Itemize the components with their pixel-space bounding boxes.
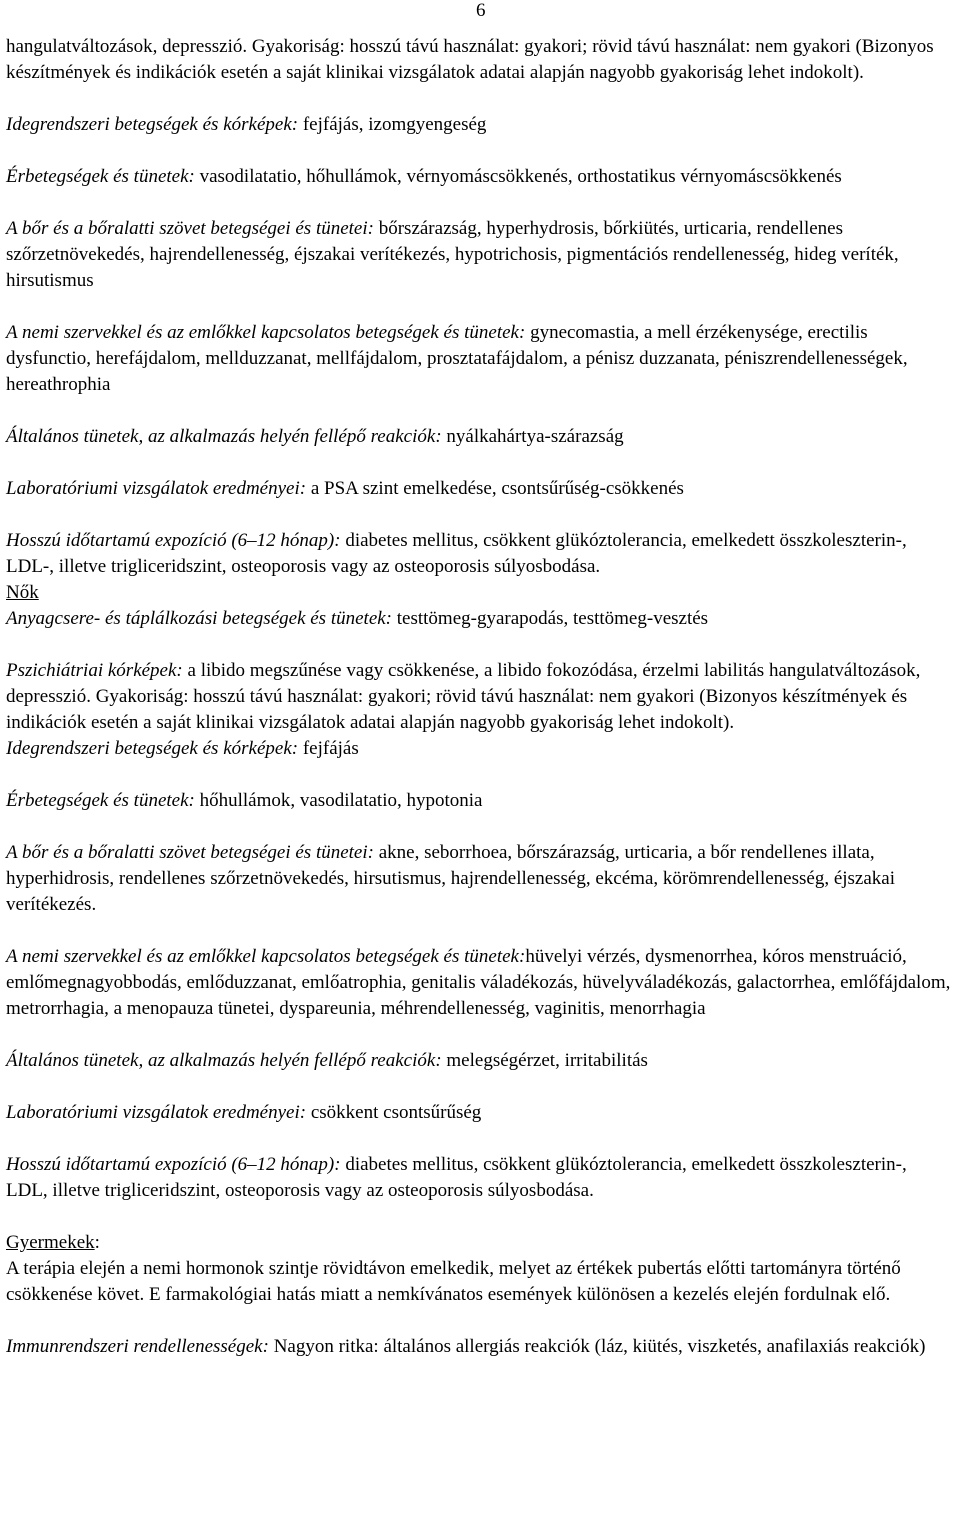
men-skin-paragraph xyxy=(6,216,952,294)
page-number: 6 xyxy=(476,0,486,21)
section-text: bőrszárazság, hyperhydrosis, bőrkiütés, urticaria, rendellenes szőrzetnövekedés, hajrendellenesség, éjszakai verítékezés, hypotrichosis, pigmentációs rendellenesség, hideg veríték, hirsutismus xyxy=(6,218,899,291)
section-text: diabetes mellitus, csökkent glükóztolerancia, emelkedett összkoleszterin-, LDL-, illetve trigliceridszint, osteoporosis vagy az osteoporosis súlyosbodása. xyxy=(6,530,907,577)
section-text: fejfájás, izomgyengeség xyxy=(298,114,487,135)
section-label: Laboratóriumi vizsgálatok eredményei: xyxy=(6,478,307,499)
continuation-paragraph xyxy=(6,34,952,86)
women-heading xyxy=(6,580,952,606)
section-text: gynecomastia, a mell érzékenysége, erectilis dysfunctio, herefájdalom, mellduzzanat, mellfájdalom, prosztatafájdalom, a pénisz duzzanata, péniszrendellenességek, hereathrophia xyxy=(6,322,908,395)
men-nervous-paragraph xyxy=(6,112,952,138)
section-label: Laboratóriumi vizsgálatok eredményei: xyxy=(6,1102,307,1123)
section-text: hőhullámok, vasodilatatio, hypotonia xyxy=(194,790,483,811)
section-label: Általános tünetek, az alkalmazás helyén fellépő reakciók: xyxy=(6,1050,442,1071)
section-label: Hosszú időtartamú expozíció (6–12 hónap): xyxy=(6,530,341,551)
section-text: nyálkahártya-szárazság xyxy=(441,426,624,447)
women-lab-paragraph xyxy=(6,1100,952,1126)
section-text: testtömeg-gyarapodás, testtömeg-vesztés xyxy=(392,608,709,629)
section-text: vasodilatatio, hőhullámok, vérnyomáscsökkenés, orthostatikus vérnyomáscsökkenés xyxy=(194,166,842,187)
section-label: Általános tünetek, az alkalmazás helyén fellépő reakciók: xyxy=(6,426,442,447)
section-label: Idegrendszeri betegségek és kórképek: xyxy=(6,114,299,135)
section-text: akne, seborrhoea, bőrszárazság, urticaria, a bőr rendellenes illata, hyperhidrosis, rendellenes szőrzetnövekedés, hirsutismus, hajrendellenesség, ekcéma, körömrendellenesség, éjszakai verítékezés. xyxy=(6,842,896,915)
men-vascular-paragraph xyxy=(6,164,952,190)
women-longterm-paragraph xyxy=(6,1152,952,1204)
document-body xyxy=(6,34,952,1360)
section-label: A bőr és a bőralatti szövet betegségei és tünetei: xyxy=(6,842,374,863)
section-label: A nemi szervekkel és az emlőkkel kapcsolatos betegségek és tünetek: xyxy=(6,946,526,967)
men-general-paragraph xyxy=(6,424,952,450)
children-heading xyxy=(6,1230,952,1256)
section-text: diabetes mellitus, csökkent glükóztolerancia, emelkedett összkoleszterin-, LDL, illetve trigliceridszint, osteoporosis vagy az osteoporosis súlyosbodása. xyxy=(6,1154,907,1201)
section-label: A bőr és a bőralatti szövet betegségei és tünetei: xyxy=(6,218,374,239)
women-skin-paragraph xyxy=(6,840,952,918)
women-vascular-paragraph xyxy=(6,788,952,814)
women-nervous-paragraph xyxy=(6,736,952,762)
section-text: a PSA szint emelkedése, csontsűrűség-csökkenés xyxy=(306,478,684,499)
section-text: csökkent csontsűrűség xyxy=(306,1102,482,1123)
section-label: Immunrendszeri rendellenességek: xyxy=(6,1336,269,1357)
section-label: Érbetegségek és tünetek: xyxy=(6,790,195,811)
women-heading-text: Nők xyxy=(6,582,39,603)
men-reproductive-paragraph xyxy=(6,320,952,398)
immune-paragraph xyxy=(6,1334,952,1360)
section-label: Pszichiátriai kórképek: xyxy=(6,660,183,681)
women-psychiatric-paragraph xyxy=(6,658,952,736)
continuation-text: hangulatváltozások, depresszió. Gyakoriság: hosszú távú használat: gyakori; rövid távú használat: nem gyakori (Bizonyos készítmények és indikációk esetén a saját klinikai vizsgálatok adatai alapján nagyobb gyakoriság lehet indokolt). xyxy=(6,36,934,83)
children-heading-text: Gyermekek xyxy=(6,1232,95,1253)
children-text: A terápia elején a nemi hormonok szintje rövidtávon emelkedik, melyet az értékek pubertás előtti tartományra történő csökkenése követ. E farmakológiai hatás miatt a nemkívánatos események különösen a kezelés elején fordulnak elő. xyxy=(6,1258,901,1305)
women-metabolic-paragraph xyxy=(6,606,952,632)
men-lab-paragraph xyxy=(6,476,952,502)
section-label: A nemi szervekkel és az emlőkkel kapcsolatos betegségek és tünetek: xyxy=(6,322,526,343)
women-reproductive-paragraph xyxy=(6,944,952,1022)
section-text: a libido megszűnése vagy csökkenése, a libido fokozódása, érzelmi labilitás hangulatváltozások, depresszió. Gyakoriság: hosszú távú használat: gyakori; rövid távú használat: nem gyakori (Bizonyos készítmények és indikációk esetén a saját klinikai vizsgálatok adatai alapján nagyobb gyakoriság lehet indokolt). xyxy=(6,660,921,733)
men-longterm-paragraph xyxy=(6,528,952,580)
women-general-paragraph xyxy=(6,1048,952,1074)
children-paragraph xyxy=(6,1256,952,1308)
section-label: Hosszú időtartamú expozíció (6–12 hónap): xyxy=(6,1154,341,1175)
section-text: melegségérzet, irritabilitás xyxy=(441,1050,648,1071)
section-label: Idegrendszeri betegségek és kórképek: xyxy=(6,738,299,759)
section-text: fejfájás xyxy=(298,738,359,759)
section-text: Nagyon ritka: általános allergiás reakciók (láz, kiütés, viszketés, anafilaxiás reakciók) xyxy=(268,1336,926,1357)
section-label: Anyagcsere- és táplálkozási betegségek és tünetek: xyxy=(6,608,393,629)
section-text: hüvelyi vérzés, dysmenorrhea, kóros menstruáció, emlőmegnagyobbodás, emlőduzzanat, emlőatrophia, genitalis váladékozás, hüvelyváladékozás, galactorrhea, emlőfájdalom, metrorrhagia, a menopauza tünetei, dyspareunia, méhrendellenesség, vaginitis, menorrhagia xyxy=(6,946,951,1019)
section-label: Érbetegségek és tünetek: xyxy=(6,166,195,187)
children-heading-suffix: : xyxy=(94,1232,100,1253)
